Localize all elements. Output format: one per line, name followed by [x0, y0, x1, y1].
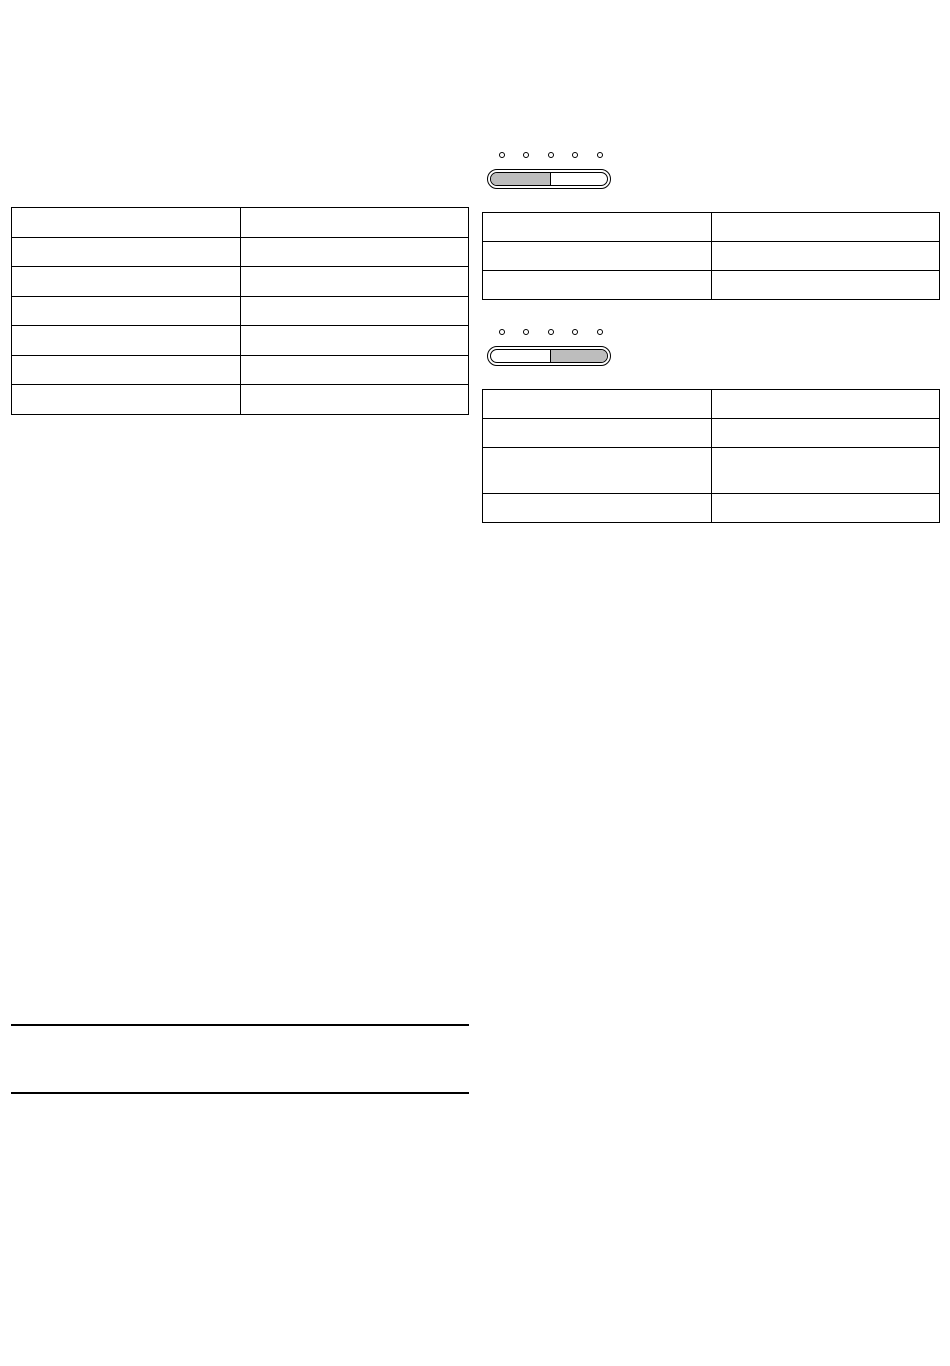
- table-cell: [240, 267, 469, 297]
- table-cell: [711, 271, 940, 300]
- right-table-2: [482, 389, 940, 523]
- position-dot-icon: [572, 152, 578, 158]
- table-cell: [711, 213, 940, 242]
- switch-slot: [487, 346, 611, 366]
- table-row: [12, 296, 469, 326]
- table-row: [12, 237, 469, 267]
- table-cell: [483, 419, 712, 448]
- table-row: [12, 267, 469, 297]
- table-cell: [240, 355, 469, 385]
- selector-switch-right-position: [485, 329, 615, 365]
- table-cell: [483, 390, 712, 419]
- table-row: [483, 213, 940, 242]
- table-row: [483, 271, 940, 300]
- table-row: [12, 385, 469, 415]
- position-dot-icon: [548, 329, 554, 335]
- table-cell: [711, 242, 940, 271]
- table-cell: [240, 326, 469, 356]
- table-cell: [483, 213, 712, 242]
- table-row: [483, 448, 940, 494]
- position-dot-icon: [597, 329, 603, 335]
- table-cell: [12, 355, 241, 385]
- table-row: [12, 355, 469, 385]
- table-row: [483, 242, 940, 271]
- table-cell: [240, 208, 469, 238]
- horizontal-rule: [11, 1024, 469, 1026]
- position-dot-icon: [499, 329, 505, 335]
- position-dot-icon: [572, 329, 578, 335]
- switch-divider: [550, 173, 551, 185]
- position-dot-icon: [523, 152, 529, 158]
- table-cell: [711, 390, 940, 419]
- table-cell: [12, 326, 241, 356]
- table-cell: [240, 296, 469, 326]
- table-cell: [240, 385, 469, 415]
- selector-switch-left-position: [485, 152, 615, 188]
- table-cell: [240, 237, 469, 267]
- switch-knob-fill: [550, 350, 607, 362]
- table-cell: [711, 419, 940, 448]
- table-cell: [12, 296, 241, 326]
- table-row: [483, 390, 940, 419]
- table-row: [12, 208, 469, 238]
- switch-knob-fill: [491, 173, 551, 185]
- position-dot-icon: [523, 329, 529, 335]
- horizontal-rule: [11, 1092, 469, 1094]
- switch-track: [490, 349, 608, 363]
- switch-divider: [550, 350, 551, 362]
- position-dot-icon: [597, 152, 603, 158]
- table-cell: [483, 242, 712, 271]
- position-dot-icon: [548, 152, 554, 158]
- table-row: [483, 494, 940, 523]
- right-table-1: [482, 212, 940, 300]
- table-cell: [12, 267, 241, 297]
- table-cell: [483, 494, 712, 523]
- table-cell: [711, 494, 940, 523]
- table-cell: [711, 448, 940, 494]
- left-table: [11, 207, 469, 415]
- table-cell: [483, 271, 712, 300]
- position-dots: [499, 329, 599, 337]
- table-cell: [12, 237, 241, 267]
- table-row: [483, 419, 940, 448]
- switch-track: [490, 172, 608, 186]
- table-row: [12, 326, 469, 356]
- position-dots: [499, 152, 599, 160]
- table-cell: [12, 385, 241, 415]
- switch-slot: [487, 169, 611, 189]
- table-cell: [12, 208, 241, 238]
- position-dot-icon: [499, 152, 505, 158]
- table-cell: [483, 448, 712, 494]
